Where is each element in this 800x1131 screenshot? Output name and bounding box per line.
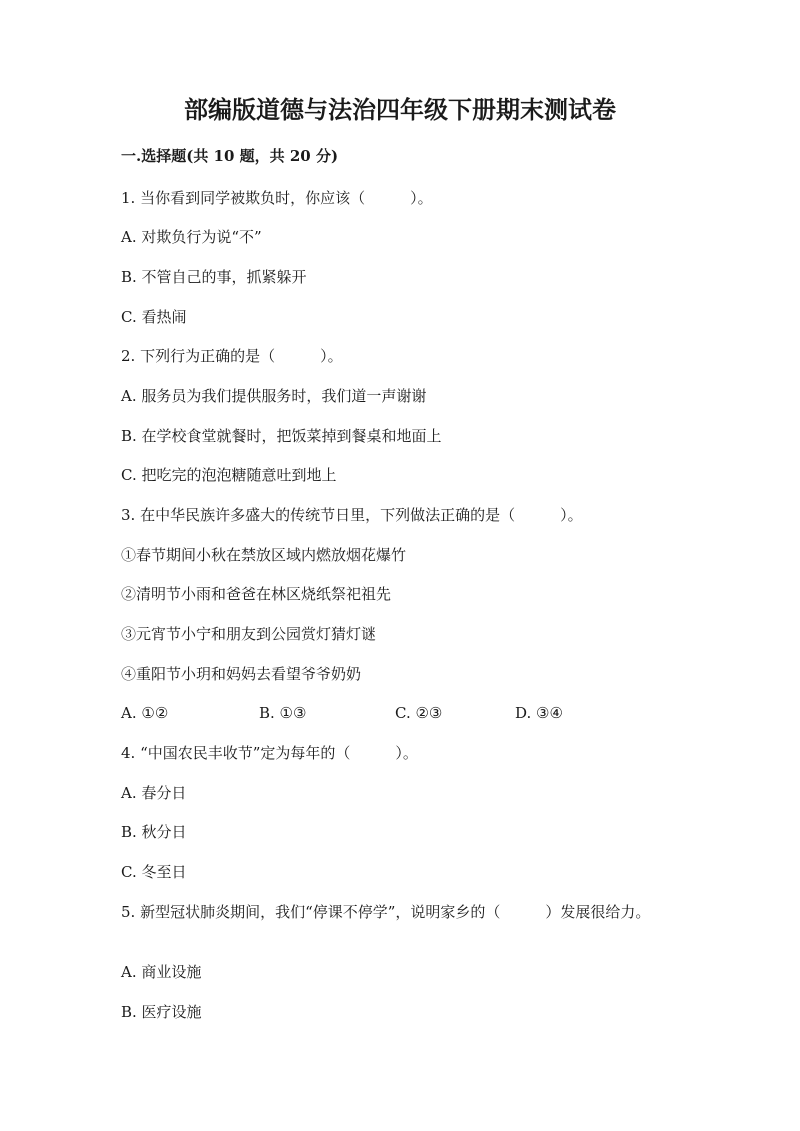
question-3-option-c: C. ②③ [395, 704, 443, 722]
question-5-option-b: B. 医疗设施 [121, 1003, 202, 1021]
question-3-statement-3: ③元宵节小宁和朋友到公园赏灯猜灯谜 [121, 625, 377, 643]
question-2-stem: 2. 下列行为正确的是（ ）。 [121, 347, 343, 365]
question-3-statement-2: ②清明节小雨和爸爸在林区烧纸祭祀祖先 [121, 585, 392, 603]
question-3-option-d: D. ③④ [515, 704, 563, 722]
page-title: 部编版道德与法治四年级下册期末测试卷 [184, 95, 616, 124]
question-2-option-a: A. 服务员为我们提供服务时，我们道一声谢谢 [121, 387, 427, 405]
question-3-statement-1: ①春节期间小秋在禁放区域内燃放烟花爆竹 [121, 546, 407, 564]
question-5-stem: 5. 新型冠状肺炎期间，我们“停课不停学”，说明家乡的（ ）发展很给力。 [121, 903, 651, 921]
question-2-option-b: B. 在学校食堂就餐时，把饭菜掉到餐桌和地面上 [121, 427, 442, 445]
question-1-stem: 1. 当你看到同学被欺负时，你应该（ ）。 [121, 189, 433, 207]
question-3-option-a: A. ①② [121, 704, 169, 722]
question-3-stem: 3. 在中华民族许多盛大的传统节日里，下列做法正确的是（ ）。 [121, 506, 583, 524]
question-3-statement-4: ④重阳节小玥和妈妈去看望爷爷奶奶 [121, 665, 362, 683]
question-2-option-c: C. 把吃完的泡泡糖随意吐到地上 [121, 466, 337, 484]
question-4-option-c: C. 冬至日 [121, 863, 187, 881]
question-3-option-b: B. ①③ [259, 704, 307, 722]
question-3-options-row [121, 702, 681, 724]
section-heading: 一.选择题(共 10 题，共 20 分) [121, 147, 339, 165]
question-5-option-a: A. 商业设施 [121, 963, 202, 981]
question-4-option-b: B. 秋分日 [121, 823, 187, 841]
question-1-option-a: A. 对欺负行为说“不” [121, 228, 262, 246]
question-4-option-a: A. 春分日 [121, 784, 187, 802]
question-1-option-b: B. 不管自己的事，抓紧躲开 [121, 268, 307, 286]
question-1-option-c: C. 看热闹 [121, 308, 187, 326]
question-4-stem: 4. “中国农民丰收节”定为每年的（ ）。 [121, 744, 418, 762]
